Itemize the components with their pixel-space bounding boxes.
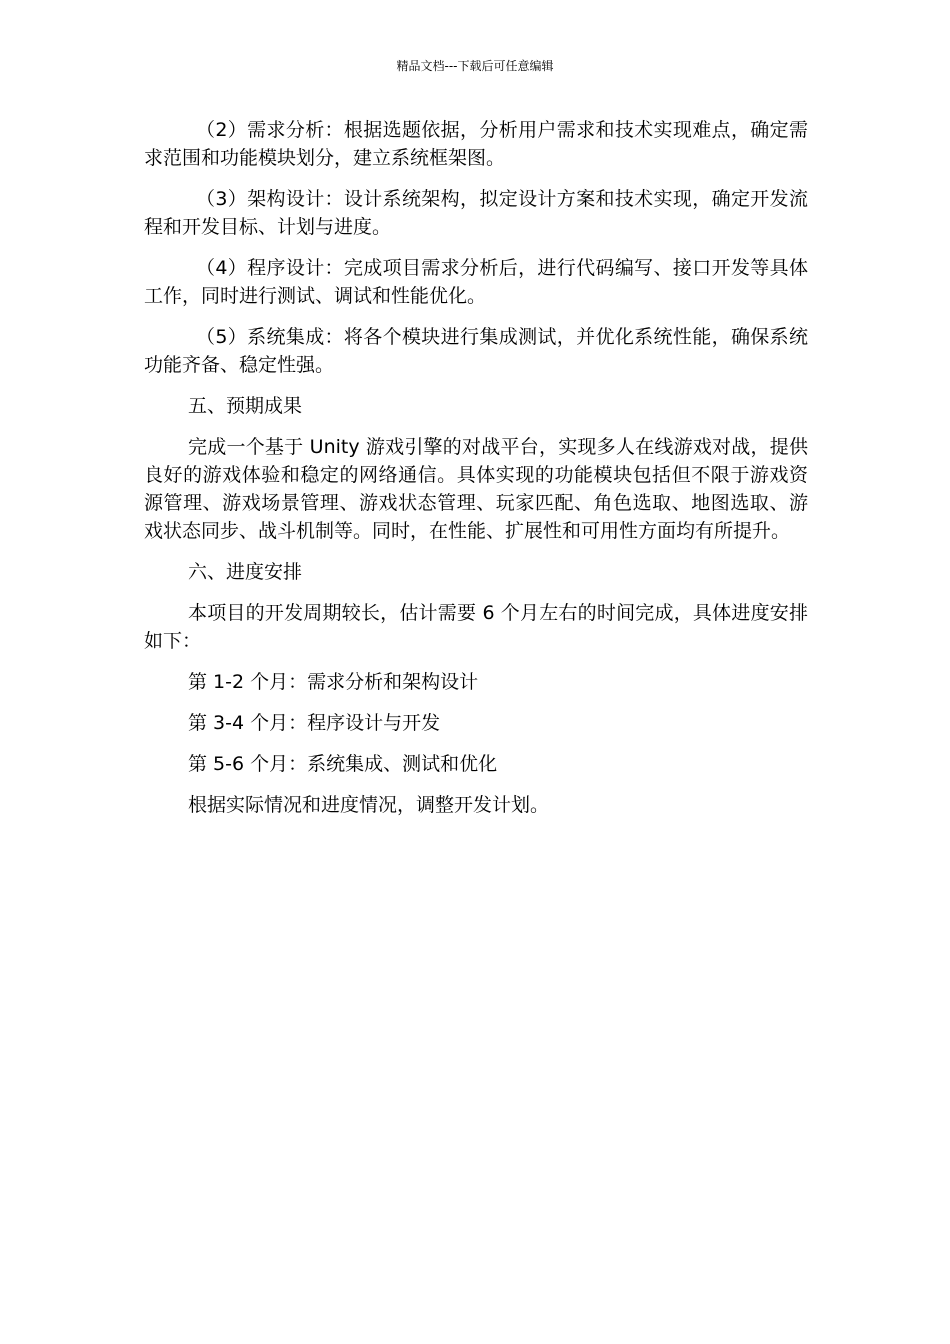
- paragraph-architecture-design: （3）架构设计：设计系统架构，拟定设计方案和技术实现，确定开发流程和开发目标、计划与进度。: [144, 188, 808, 238]
- document-body: [144, 116, 808, 832]
- schedule-item-months-1-2: 第 1-2 个月：需求分析和架构设计: [188, 671, 479, 693]
- paragraph-schedule-intro: 本项目的开发周期较长，估计需要 6 个月左右的时间完成，具体进度安排如下：: [144, 602, 808, 652]
- paragraph-expected-results: 完成一个基于 Unity 游戏引擎的对战平台，实现多人在线游戏对战，提供良好的游戏体验和稳定的网络通信。具体实现的功能模块包括但不限于游戏资源管理、游戏场景管理、游戏状态管理、玩家匹配、角色选取、地图选取、游戏状态同步、战斗机制等。同时，在性能、扩展性和可用性方面均有所提升。: [144, 436, 808, 542]
- paragraph-system-integration: （5）系统集成：将各个模块进行集成测试，并优化系统性能，确保系统功能齐备、稳定性强。: [144, 326, 808, 376]
- section-heading-schedule: 六、进度安排: [188, 561, 303, 583]
- section-heading-expected-results: 五、预期成果: [188, 395, 303, 417]
- page-header: 精品文档---下载后可任意编辑: [396, 59, 554, 73]
- paragraph-requirements-analysis: （2）需求分析：根据选题依据，分析用户需求和技术实现难点，确定需求范围和功能模块划分，建立系统框架图。: [144, 119, 808, 169]
- schedule-item-months-3-4: 第 3-4 个月：程序设计与开发: [188, 712, 441, 734]
- paragraph-schedule-adjustment: 根据实际情况和进度情况，调整开发计划。: [188, 794, 550, 816]
- schedule-item-months-5-6: 第 5-6 个月：系统集成、测试和优化: [188, 753, 498, 775]
- paragraph-program-design: （4）程序设计：完成项目需求分析后，进行代码编写、接口开发等具体工作，同时进行测试、调试和性能优化。: [144, 257, 808, 307]
